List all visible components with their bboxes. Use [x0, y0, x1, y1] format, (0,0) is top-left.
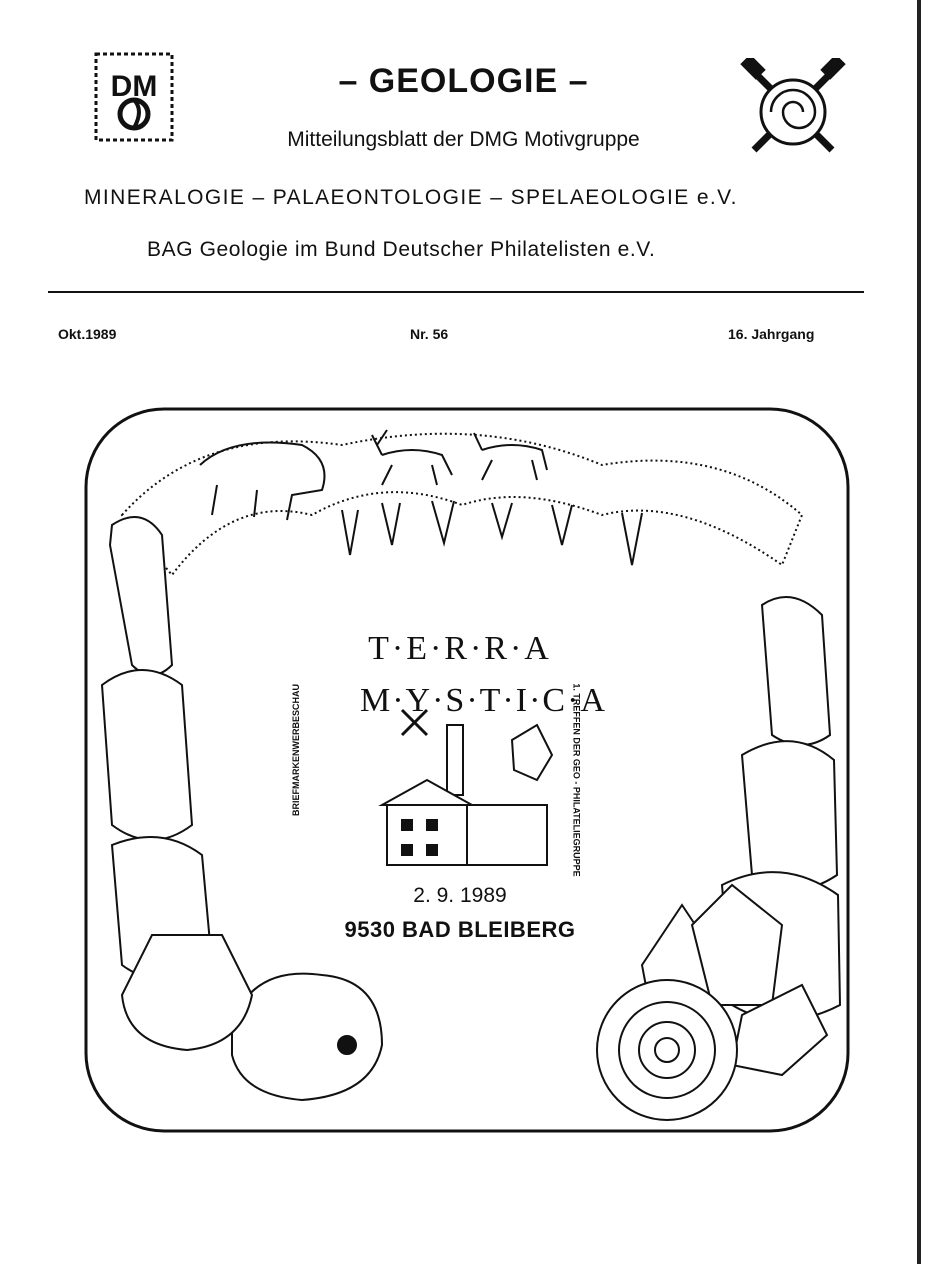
cave-illustration [82, 405, 852, 1135]
page-subtitle: Mitteilungsblatt der DMG Motivgruppe [287, 128, 640, 151]
postmark-date: 2. 9. 1989 [413, 884, 507, 907]
page-title: – GEOLOGIE – [338, 62, 589, 100]
svg-text:DM: DM [110, 70, 158, 103]
page-edge [917, 0, 921, 1264]
issue-number: Nr. 56 [410, 326, 449, 342]
header-divider [48, 291, 864, 293]
postmark-right-vertical: 1. TREFFEN DER GEO - PHILATELIEGRUPPE [571, 683, 582, 877]
issue-date: Okt.1989 [58, 326, 117, 342]
postmark-title-line1: T·E·R·R·A [368, 630, 552, 667]
postmark-left-vertical: BRIEFMARKENWERBESCHAU [291, 684, 301, 816]
issue-volume: 16. Jahrgang [728, 326, 815, 342]
postmark-title-line2: M·Y·S·T·I·C·A [360, 682, 607, 719]
association-line: MINERALOGIE – PALAEONTOLOGIE – SPELAEOLOGIE e.V. [84, 186, 738, 209]
postmark-place: 9530 BAD BLEIBERG [344, 917, 576, 942]
skull-fossil [232, 974, 382, 1100]
bag-line: BAG Geologie im Bund Deutscher Philatelisten e.V. [147, 238, 656, 261]
ammonite-fossil [597, 980, 737, 1120]
